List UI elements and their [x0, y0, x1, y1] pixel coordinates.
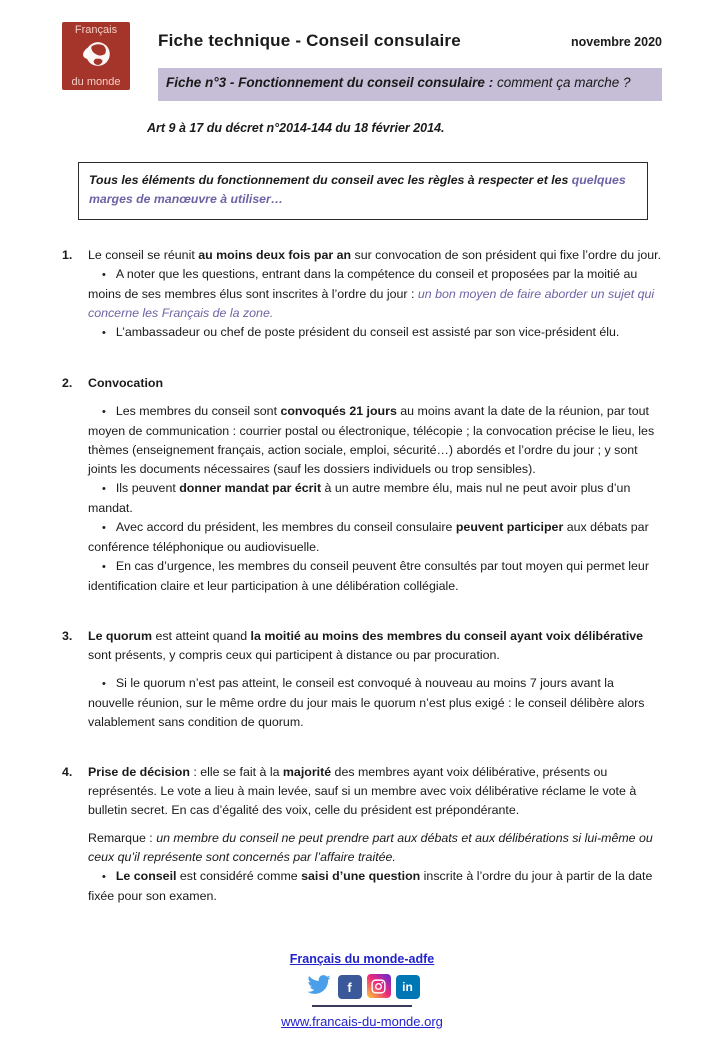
bullet-dot: • — [102, 327, 106, 340]
text-run: comment ça marche ? — [496, 75, 631, 90]
text-run: la moitié au moins des membres du conseil ayant voix délibérative — [250, 629, 644, 644]
text-run: quelques marges de manœuvre à utiliser… — [89, 172, 626, 206]
text-run: Si le quorum n’est pas atteint, le conseil est convoqué à nouveau au moins 7 jours avant la nouvelle réunion, sur le même ordre du jour mais le quorum n’est plus exigé : le conseil délibère alors valablement sans condition de quorum. — [88, 676, 645, 730]
text-run: Prise de décision — [88, 765, 190, 780]
text-run: inscrite à l’ordre du jour à partir de la date fixée pour son examen. — [88, 869, 653, 904]
text-run: Remarque : — [88, 831, 157, 846]
bullet-dot: • — [102, 269, 106, 282]
bullet-dot: • — [102, 871, 106, 884]
logo-bottom-text: du monde — [71, 76, 121, 88]
paragraph-text — [88, 674, 662, 732]
text-run: un bon moyen de faire aborder un sujet qui concerne les Français de la zone. — [88, 287, 655, 321]
text-run: A noter que les questions, entrant dans la compétence du conseil et proposées par la moitié au moins de ses membres élus sont inscrites à l’ordre du jour : — [88, 267, 638, 302]
section-1 — [62, 246, 662, 343]
text-run: Le quorum — [88, 629, 153, 644]
sections-container — [62, 246, 662, 906]
section-number: 2. — [62, 376, 73, 391]
bullet-dot: • — [102, 406, 106, 419]
text-run: Le conseil — [115, 869, 177, 884]
section-3 — [62, 627, 662, 732]
section-number: 3. — [62, 629, 73, 644]
paragraph-text — [88, 479, 662, 518]
bullet-item — [62, 323, 662, 343]
text-run: sur convocation de son président qui fixe l’ordre du jour. — [351, 248, 662, 263]
paragraph-text — [88, 627, 662, 665]
text-run: un membre du conseil ne peut prendre part aux débats et aux délibérations si lui-même ou ceux qu’il représente sont concernés par l’affaire traitée. — [88, 831, 653, 865]
text-run: est considéré comme — [176, 869, 302, 884]
paragraph — [62, 627, 662, 665]
footer-org-link[interactable]: Français du monde-adfe — [289, 952, 435, 967]
text-run: L’ambassadeur ou chef de poste président du conseil est assisté par son vice-président élu. — [115, 325, 620, 340]
text-run: aux débats par conférence téléphonique ou audiovisuelle. — [88, 520, 649, 555]
text-run: sont présents, y compris ceux qui participent à distance ou par procuration. — [88, 648, 500, 663]
paragraph-text — [88, 265, 662, 323]
text-run: peuvent participer — [455, 520, 564, 535]
text-run: des membres ayant voix délibérative, présents ou représentés. Le vote a lieu à main levée, sauf si un membre avec voix délibérative réclame le vote à bulletin secret. En cas d’égalité des voix, celle du président est prépondérante. — [88, 765, 637, 818]
bullet-item — [62, 557, 662, 596]
instagram-icon[interactable] — [367, 974, 391, 1000]
paragraph-text — [88, 829, 662, 867]
bullet-item — [62, 265, 662, 323]
paragraph — [62, 246, 662, 265]
paragraph — [62, 374, 662, 393]
text-run: est atteint quand — [152, 629, 251, 644]
text-run: à un autre membre élu, mais nul ne peut avoir plus d’un mandat. — [88, 481, 631, 516]
document-header — [62, 20, 662, 101]
paragraph-text — [88, 374, 662, 393]
text-run: Les membres du conseil sont — [115, 404, 281, 419]
document-footer — [62, 950, 662, 1031]
paragraph-text — [88, 867, 662, 906]
paragraph-text — [88, 557, 662, 596]
header-text-block — [158, 20, 662, 101]
bullet-item — [62, 402, 662, 479]
section-number: 1. — [62, 248, 73, 263]
paragraph-text — [88, 518, 662, 557]
globe-icon — [77, 36, 115, 77]
text-run: convoqués 21 jours — [280, 404, 397, 419]
section-4 — [62, 763, 662, 906]
intro-box — [78, 162, 648, 220]
paragraph-text — [88, 246, 662, 265]
paragraph-text — [88, 763, 662, 820]
paragraph-text — [88, 323, 662, 343]
bullet-item — [62, 518, 662, 557]
logo-top-text: Français — [74, 24, 118, 36]
bullet-item — [62, 674, 662, 732]
bullet-dot: • — [102, 678, 106, 691]
facebook-icon[interactable]: f — [338, 975, 362, 999]
bullet-item — [62, 479, 662, 518]
decree-reference: Art 9 à 17 du décret n°2014-144 du 18 février 2014. — [147, 120, 445, 135]
paragraph — [62, 763, 662, 820]
footer-divider — [312, 1005, 412, 1007]
text-run: : elle se fait à la — [189, 765, 283, 780]
twitter-icon[interactable] — [305, 973, 333, 1001]
logo-francais-du-monde — [62, 22, 130, 90]
section-number: 4. — [62, 765, 73, 780]
paragraph — [62, 829, 662, 867]
text-run: Tous les éléments du fonctionnement du conseil avec les règles à respecter et les — [89, 172, 572, 187]
text-run: Fiche n°3 - Fonctionnement du conseil consulaire : — [166, 75, 497, 90]
linkedin-icon[interactable]: in — [396, 975, 420, 999]
text-run: Ils peuvent — [115, 481, 180, 496]
social-icons-row — [62, 973, 662, 1001]
bullet-dot: • — [102, 522, 106, 535]
bullet-dot: • — [102, 483, 106, 496]
date-label: novembre 2020 — [570, 35, 662, 49]
text-run: donner mandat par écrit — [179, 481, 322, 496]
text-run: au moins deux fois par an — [198, 248, 352, 263]
paragraph-text — [88, 402, 662, 479]
section-2 — [62, 374, 662, 596]
text-run: En cas d’urgence, les membres du conseil peuvent être consultés par tout moyen qui permet leur identification claire et leur participation à une délibération collégiale. — [88, 559, 649, 594]
text-run: au moins avant la date de la réunion, par tout moyen de communication : courrier postal ou électronique, télécopie ; la convocation précise le lieu, les thèmes (enseignement français, action sociale, emploi, sécurité…) abordés et l’ordre du jour ; y sont joints les documents nécessaires (sauf les dossiers individuels ou trop sensibles). — [88, 404, 655, 477]
subtitle-band — [158, 68, 662, 101]
page-title: Fiche technique - Conseil consulaire — [158, 31, 461, 50]
text-run: Convocation — [88, 376, 164, 391]
text-run: Avec accord du président, les membres du conseil consulaire — [115, 520, 456, 535]
footer-site-link[interactable]: www.francais-du-monde.org — [281, 1013, 443, 1029]
text-run: Le conseil se réunit — [88, 248, 199, 263]
bullet-dot: • — [102, 561, 106, 574]
text-run: majorité — [282, 765, 332, 780]
text-run: saisi d’une question — [301, 869, 421, 884]
bullet-item — [62, 867, 662, 906]
